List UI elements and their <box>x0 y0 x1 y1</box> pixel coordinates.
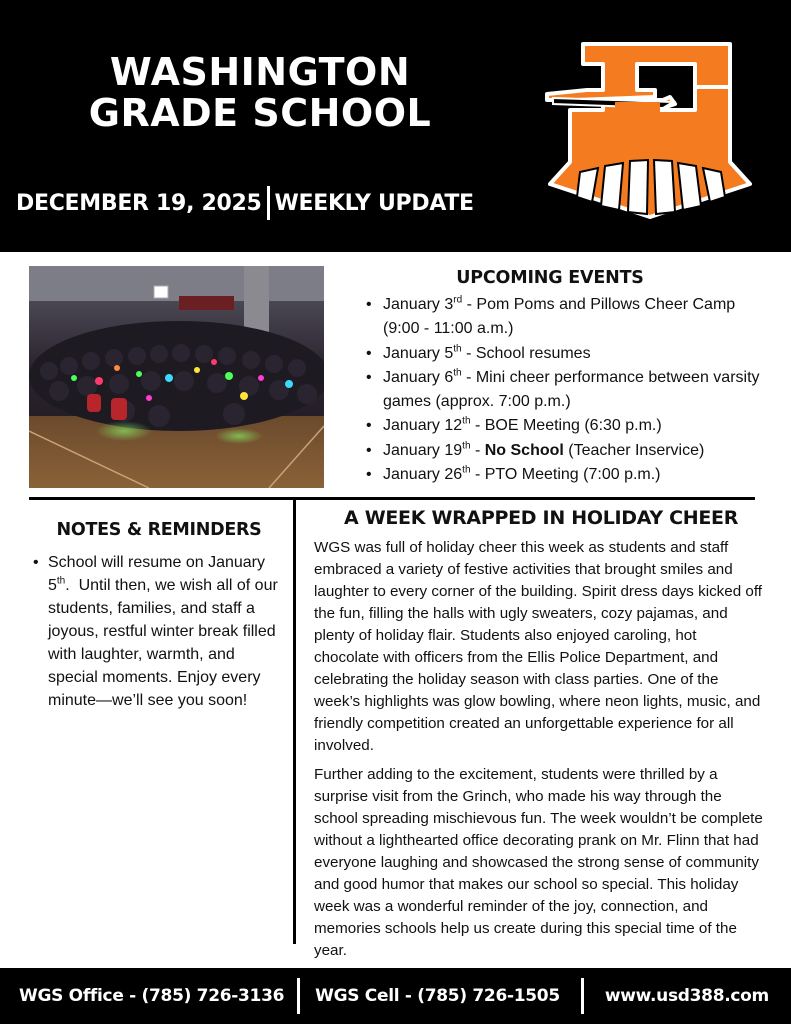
section-divider-vertical <box>293 497 296 944</box>
upcoming-events-list <box>366 293 776 487</box>
article-body <box>314 537 764 969</box>
title-line-1: WASHINGTON <box>109 50 411 94</box>
article-heading: A WEEK WRAPPED IN HOLIDAY CHEER <box>343 507 739 529</box>
issue-date: DECEMBER 19, 2025 <box>16 190 262 216</box>
note-item: • School will resume on January 5th. Until then, we wish all of our students, families, and staff a joyous, restful winter break filled with laughter, warmth, and special moments. Enjoy every minute—we’ll see you soon! <box>30 551 288 712</box>
footer-divider <box>297 978 300 1014</box>
issue-label: WEEKLY UPDATE <box>274 190 474 216</box>
issue-subtitle <box>16 186 474 220</box>
event-item: • January 6th - Mini cheer performance between varsity games (approx. 7:00 p.m.) <box>366 366 776 415</box>
school-title <box>60 52 460 134</box>
footer-divider <box>581 978 584 1014</box>
school-letter-w-logo-icon <box>545 42 755 222</box>
students-glow-party-photo <box>29 266 324 488</box>
notes-heading: NOTES & REMINDERS <box>56 520 262 540</box>
office-phone: WGS Office - (785) 726-3136 <box>19 986 285 1006</box>
event-item: • January 26th - PTO Meeting (7:00 p.m.) <box>366 463 776 487</box>
header-banner <box>0 0 791 252</box>
subtitle-divider <box>267 186 270 220</box>
event-item: • January 3rd - Pom Poms and Pillows Cheer Camp (9:00 - 11:00 a.m.) <box>366 293 776 342</box>
section-divider-horizontal <box>29 497 755 500</box>
event-item: • January 12th - BOE Meeting (6:30 p.m.) <box>366 414 776 438</box>
website-link[interactable]: www.usd388.com <box>604 986 769 1006</box>
event-item: • January 5th - School resumes <box>366 342 776 366</box>
no-school-label: No School <box>484 441 564 459</box>
event-item: • January 19th - No School (Teacher Inservice) <box>366 439 776 463</box>
article-paragraph: Further adding to the excitement, students were thrilled by a surprise visit from the Grinch, who made his way through the school spreading mischievous fun. The week wouldn’t be complete without a lighthearted office decorating prank on Mr. Flinn that had everyone laughing and showcased the strong sense of community and good humor that makes our school so special. This holiday week was a wonderful reminder of the joy, connection, and memories schools help us create during this special time of the year. <box>314 766 763 959</box>
notes-list <box>30 551 288 712</box>
cell-phone: WGS Cell - (785) 726-1505 <box>315 986 560 1006</box>
article-paragraph: WGS was full of holiday cheer this week as students and staff embraced a variety of festive activities that brought smiles and laughter to every corner of the building. Spirit dress days kicked off the fun, filling the halls with ugly sweaters, cozy pajamas, and plenty of holiday flair. Students also enjoyed caroling, hot chocolate with officers from the Ellis Police Department, and celebrating the holiday season with class parties. One of the week’s highlights was glow bowling, where neon lights, music, and friendly competition created an unforgettable experience for all involved. <box>314 539 762 754</box>
contact-footer <box>0 968 791 1024</box>
upcoming-events-heading: UPCOMING EVENTS <box>456 268 644 288</box>
title-line-2: GRADE SCHOOL <box>88 91 432 135</box>
